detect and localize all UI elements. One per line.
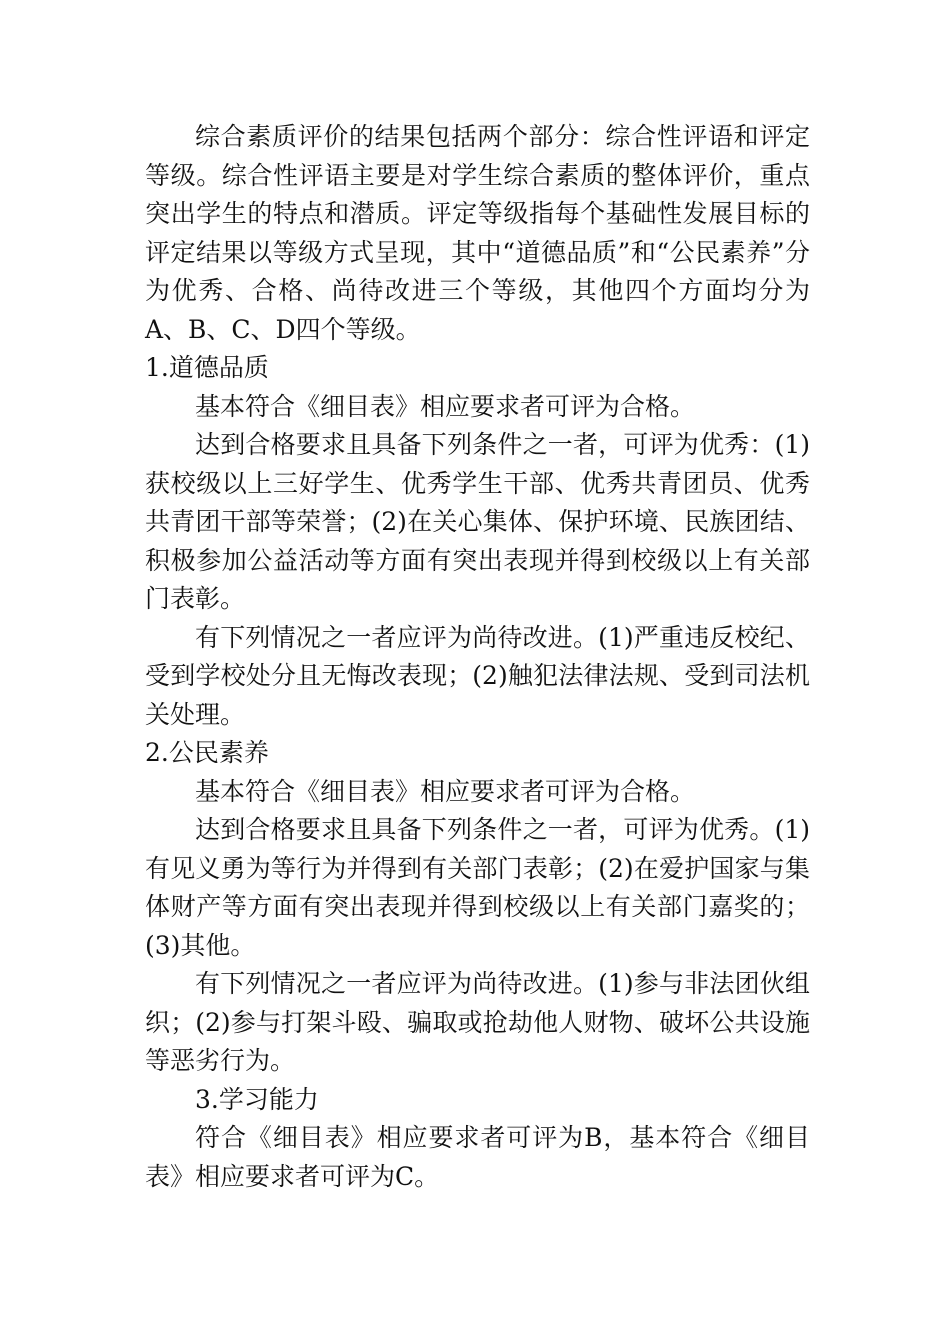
moral-improve-paragraph: 有下列情况之一者应评为尚待改进。(1)严重违反校纪、受到学校处分且无悔改表现；(2)触犯法律法规、受到司法机关处理。 [145, 622, 810, 729]
civic-pass-paragraph: 基本符合《细目表》相应要求者可评为合格。 [195, 776, 696, 806]
document-body [145, 118, 810, 1196]
civic-improve-paragraph: 有下列情况之一者应评为尚待改进。(1)参与非法团伙组织；(2)参与打架斗殴、骗取或抢劫他人财物、破坏公共设施等恶劣行为。 [145, 969, 810, 1075]
moral-pass-paragraph: 基本符合《细目表》相应要求者可评为合格。 [195, 391, 696, 421]
intro-paragraph: 综合素质评价的结果包括两个部分：综合性评语和评定等级。综合性评语主要是对学生综合素质的整体评价，重点突出学生的特点和潜质。评定等级指每个基础性发展目标的评定结果以等级方式呈现，其中“道德品质”和“公民素养”分为优秀、合格、尚待改进三个等级，其他四个方面均分为A、B、C、D四个等级。 [145, 122, 810, 344]
section-heading-learning-ability: 3.学习能力 [195, 1084, 319, 1114]
learning-grade-paragraph: 符合《细目表》相应要求者可评为B，基本符合《细目表》相应要求者可评为C。 [145, 1123, 810, 1191]
section-heading-civic-literacy: 2.公民素养 [145, 738, 269, 767]
civic-excellent-paragraph: 达到合格要求且具备下列条件之一者，可评为优秀。(1)有见义勇为等行为并得到有关部门表彰；(2)在爱护国家与集体财产等方面有突出表现并得到校级以上有关部门嘉奖的；(3)其他。 [145, 815, 810, 960]
section-heading-moral-quality: 1.道德品质 [145, 353, 269, 382]
moral-excellent-paragraph: 达到合格要求且具备下列条件之一者，可评为优秀：(1)获校级以上三好学生、优秀学生干部、优秀共青团员、优秀共青团干部等荣誉；(2)在关心集体、保护环境、民族团结、积极参加公益活动等方面有突出表现并得到校级以上有关部门表彰。 [145, 430, 810, 613]
